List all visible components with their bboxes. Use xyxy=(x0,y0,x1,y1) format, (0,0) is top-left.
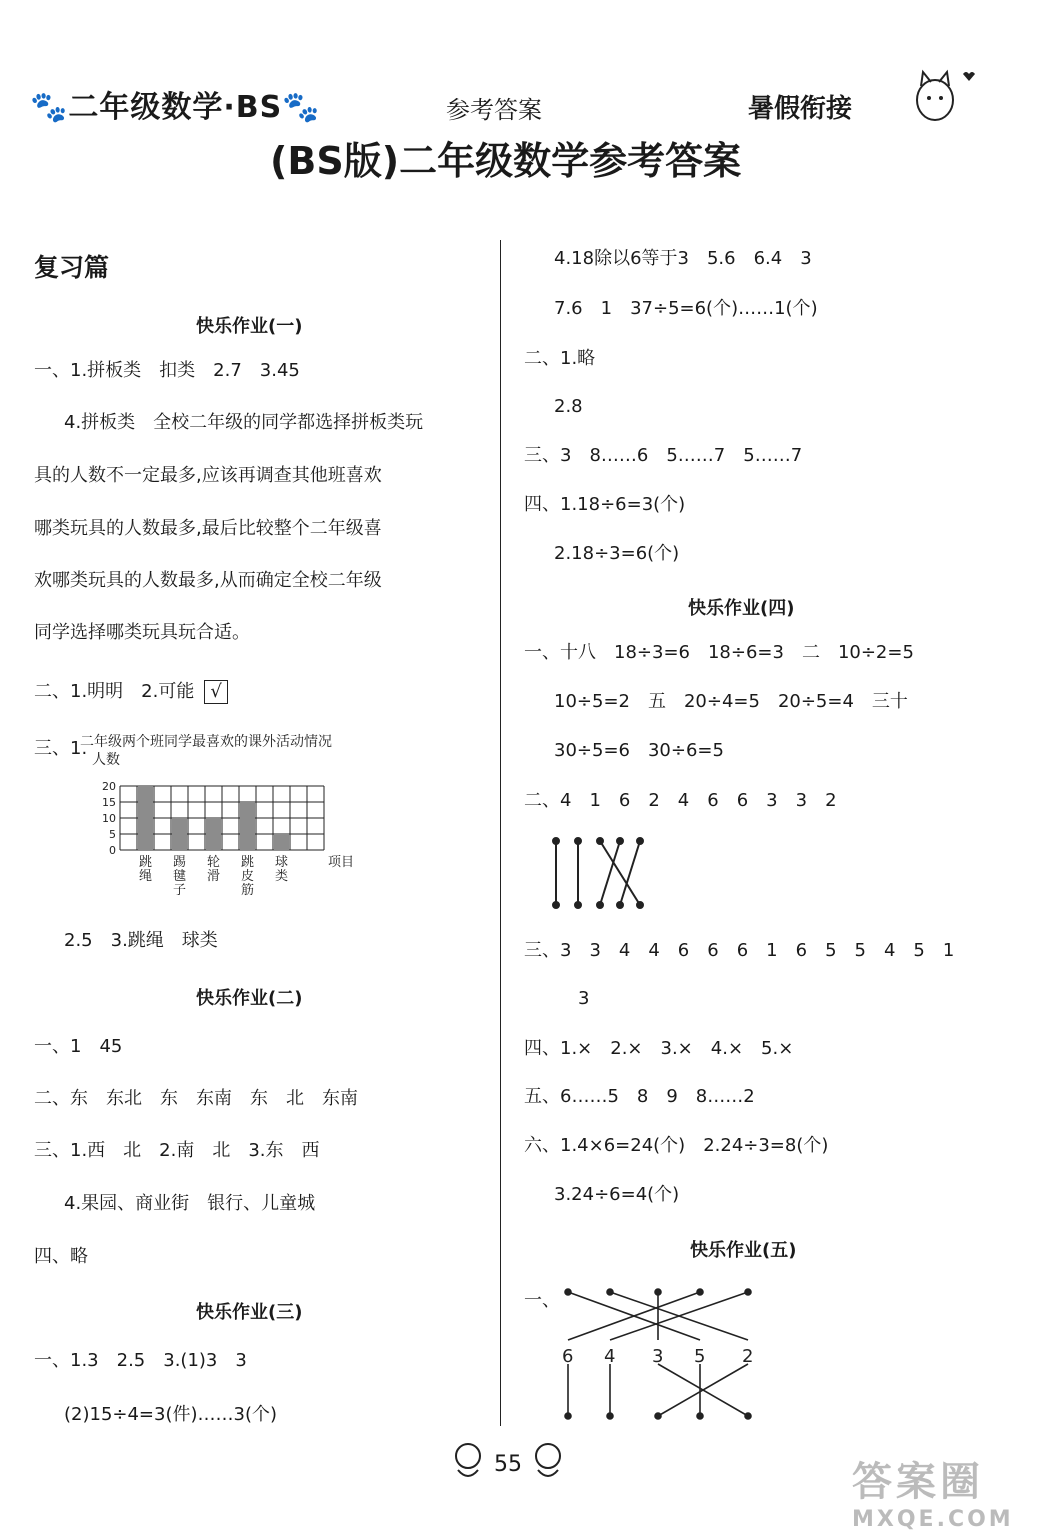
watermark-logo: 答案圈 MXQE.COM xyxy=(852,1459,1014,1532)
mascot-left-icon xyxy=(448,1440,488,1484)
hw2-title: 快乐作业(二) xyxy=(196,988,303,1009)
mascot-right-icon xyxy=(528,1440,568,1484)
answer-line: 30÷5=6 30÷6=5 xyxy=(554,740,724,761)
match-number: 6 xyxy=(562,1346,574,1367)
chart-bar xyxy=(274,834,289,850)
answer-line: 3 xyxy=(578,988,590,1009)
answer-line: 4.18除以6等于3 5.6 6.4 3 xyxy=(554,248,812,269)
hw2-line: 一、1 45 xyxy=(34,1036,123,1057)
hw1-title: 快乐作业(一) xyxy=(196,316,303,337)
paw-icon: 🐾 xyxy=(30,90,69,125)
answer-line: 六、1.4×6=24(个) 2.24÷3=8(个) xyxy=(524,1135,829,1156)
y-tick-label: 15 xyxy=(102,796,116,809)
hw3-line: 一、1.3 2.5 3.(1)3 3 xyxy=(34,1350,247,1371)
answer-line: 四、1.18÷6=3(个) xyxy=(524,494,686,515)
answer-line: 二、1.略 xyxy=(524,348,596,369)
hw1-line: 2.5 3.跳绳 球类 xyxy=(64,930,218,951)
cat-mascot-icon xyxy=(905,60,975,130)
page-number: 55 xyxy=(494,1452,522,1477)
match-number: 3 xyxy=(652,1346,664,1367)
answer-line: 三、3 8……6 5……7 5……7 xyxy=(524,445,803,466)
activity-bar-chart xyxy=(80,732,380,904)
answer-line: 2.8 xyxy=(554,396,583,417)
answer-line: 2.18÷3=6(个) xyxy=(554,543,680,564)
hw1-line: 具的人数不一定最多,应该再调查其他班喜欢 xyxy=(34,465,382,486)
y-tick-label: 5 xyxy=(109,828,116,841)
y-tick-label: 20 xyxy=(102,780,116,793)
hw1-line: 欢哪类玩具的人数最多,从而确定全校二年级 xyxy=(34,570,382,591)
match-number: 5 xyxy=(694,1346,706,1367)
answer-line: 一、 xyxy=(524,1290,560,1311)
hw1-line: 同学选择哪类玩具玩合适。 xyxy=(34,622,250,643)
chart-xlabel: 项目 xyxy=(328,855,355,870)
header-answer-label: 参考答案 xyxy=(446,96,542,124)
answer-line: 7.6 1 37÷5=6(个)……1(个) xyxy=(554,298,818,319)
x-tick-label: 类 xyxy=(274,869,289,884)
checkmark-box: √ xyxy=(204,680,228,704)
hw1-line: 哪类玩具的人数最多,最后比较整个二年级喜 xyxy=(34,518,382,539)
answer-line: 一、十八 18÷3=6 18÷6=3 二 10÷2=5 xyxy=(524,642,914,663)
x-tick-label: 跳 xyxy=(138,855,153,870)
hw5-title: 快乐作业(五) xyxy=(690,1240,797,1261)
matching-lines-diagram xyxy=(548,835,648,915)
hw1-line: 一、1.拼板类 扣类 2.7 3.45 xyxy=(34,360,300,381)
match-number: 4 xyxy=(604,1346,616,1367)
hw2-line: 4.果园、商业街 银行、儿童城 xyxy=(64,1193,316,1214)
chart-bar xyxy=(138,786,153,850)
hw3-line: (2)15÷4=3(件)……3(个) xyxy=(64,1404,278,1425)
answer-line: 二、4 1 6 2 4 6 6 3 3 2 xyxy=(524,790,837,811)
hw1-line: 三、1. xyxy=(34,738,88,759)
x-tick-label: 毽 xyxy=(172,869,187,884)
x-tick-label: 跳 xyxy=(240,855,255,870)
header-series-label: 暑假衔接 xyxy=(748,94,853,124)
x-tick-label: 滑 xyxy=(206,869,221,884)
x-tick-label: 轮 xyxy=(206,855,221,870)
hw4-title: 快乐作业(四) xyxy=(688,598,795,619)
y-tick-label: 0 xyxy=(109,844,116,857)
x-tick-label: 球 xyxy=(274,855,289,870)
answer-line: 五、6……5 8 9 8……2 xyxy=(524,1086,755,1107)
paw-icon: 🐾 xyxy=(282,90,321,125)
chart-bar xyxy=(206,818,221,850)
match-number: 2 xyxy=(742,1346,754,1367)
x-tick-label: 筋 xyxy=(240,883,255,898)
hw2-line: 四、略 xyxy=(34,1246,88,1267)
x-tick-label: 子 xyxy=(172,883,187,898)
x-tick-label: 皮 xyxy=(240,869,255,884)
chart-title: 二年级两个班同学最喜欢的课外活动情况 xyxy=(80,734,332,750)
header-book-title: 🐾二年级数学·BS🐾 xyxy=(30,90,321,125)
answer-line: 三、3 3 4 4 6 6 6 1 6 5 5 4 5 1 xyxy=(524,940,955,961)
column-divider xyxy=(500,240,501,1426)
chart-ylabel: 人数 xyxy=(92,752,120,768)
hw3-title: 快乐作业(三) xyxy=(196,1302,303,1323)
x-tick-label: 绳 xyxy=(138,869,153,884)
section-title: 复习篇 xyxy=(34,253,110,282)
y-tick-label: 10 xyxy=(102,812,116,825)
page-title: (BS版)二年级数学参考答案 xyxy=(270,139,742,183)
hw1-line: 二、1.明明 2.可能 √ xyxy=(34,680,228,704)
x-tick-label: 踢 xyxy=(172,855,187,870)
chart-bar xyxy=(172,818,187,850)
answer-line: 四、1.× 2.× 3.× 4.× 5.× xyxy=(524,1038,794,1059)
number-matching-diagram xyxy=(548,1280,778,1430)
hw2-line: 三、1.西 北 2.南 北 3.东 西 xyxy=(34,1140,320,1161)
answer-line: 3.24÷6=4(个) xyxy=(554,1184,680,1205)
chart-bar xyxy=(240,802,255,850)
hw2-line: 二、东 东北 东 东南 东 北 东南 xyxy=(34,1088,358,1109)
answer-line: 10÷5=2 五 20÷4=5 20÷5=4 三十 xyxy=(554,691,908,712)
hw1-line: 4.拼板类 全校二年级的同学都选择拼板类玩 xyxy=(64,412,424,433)
